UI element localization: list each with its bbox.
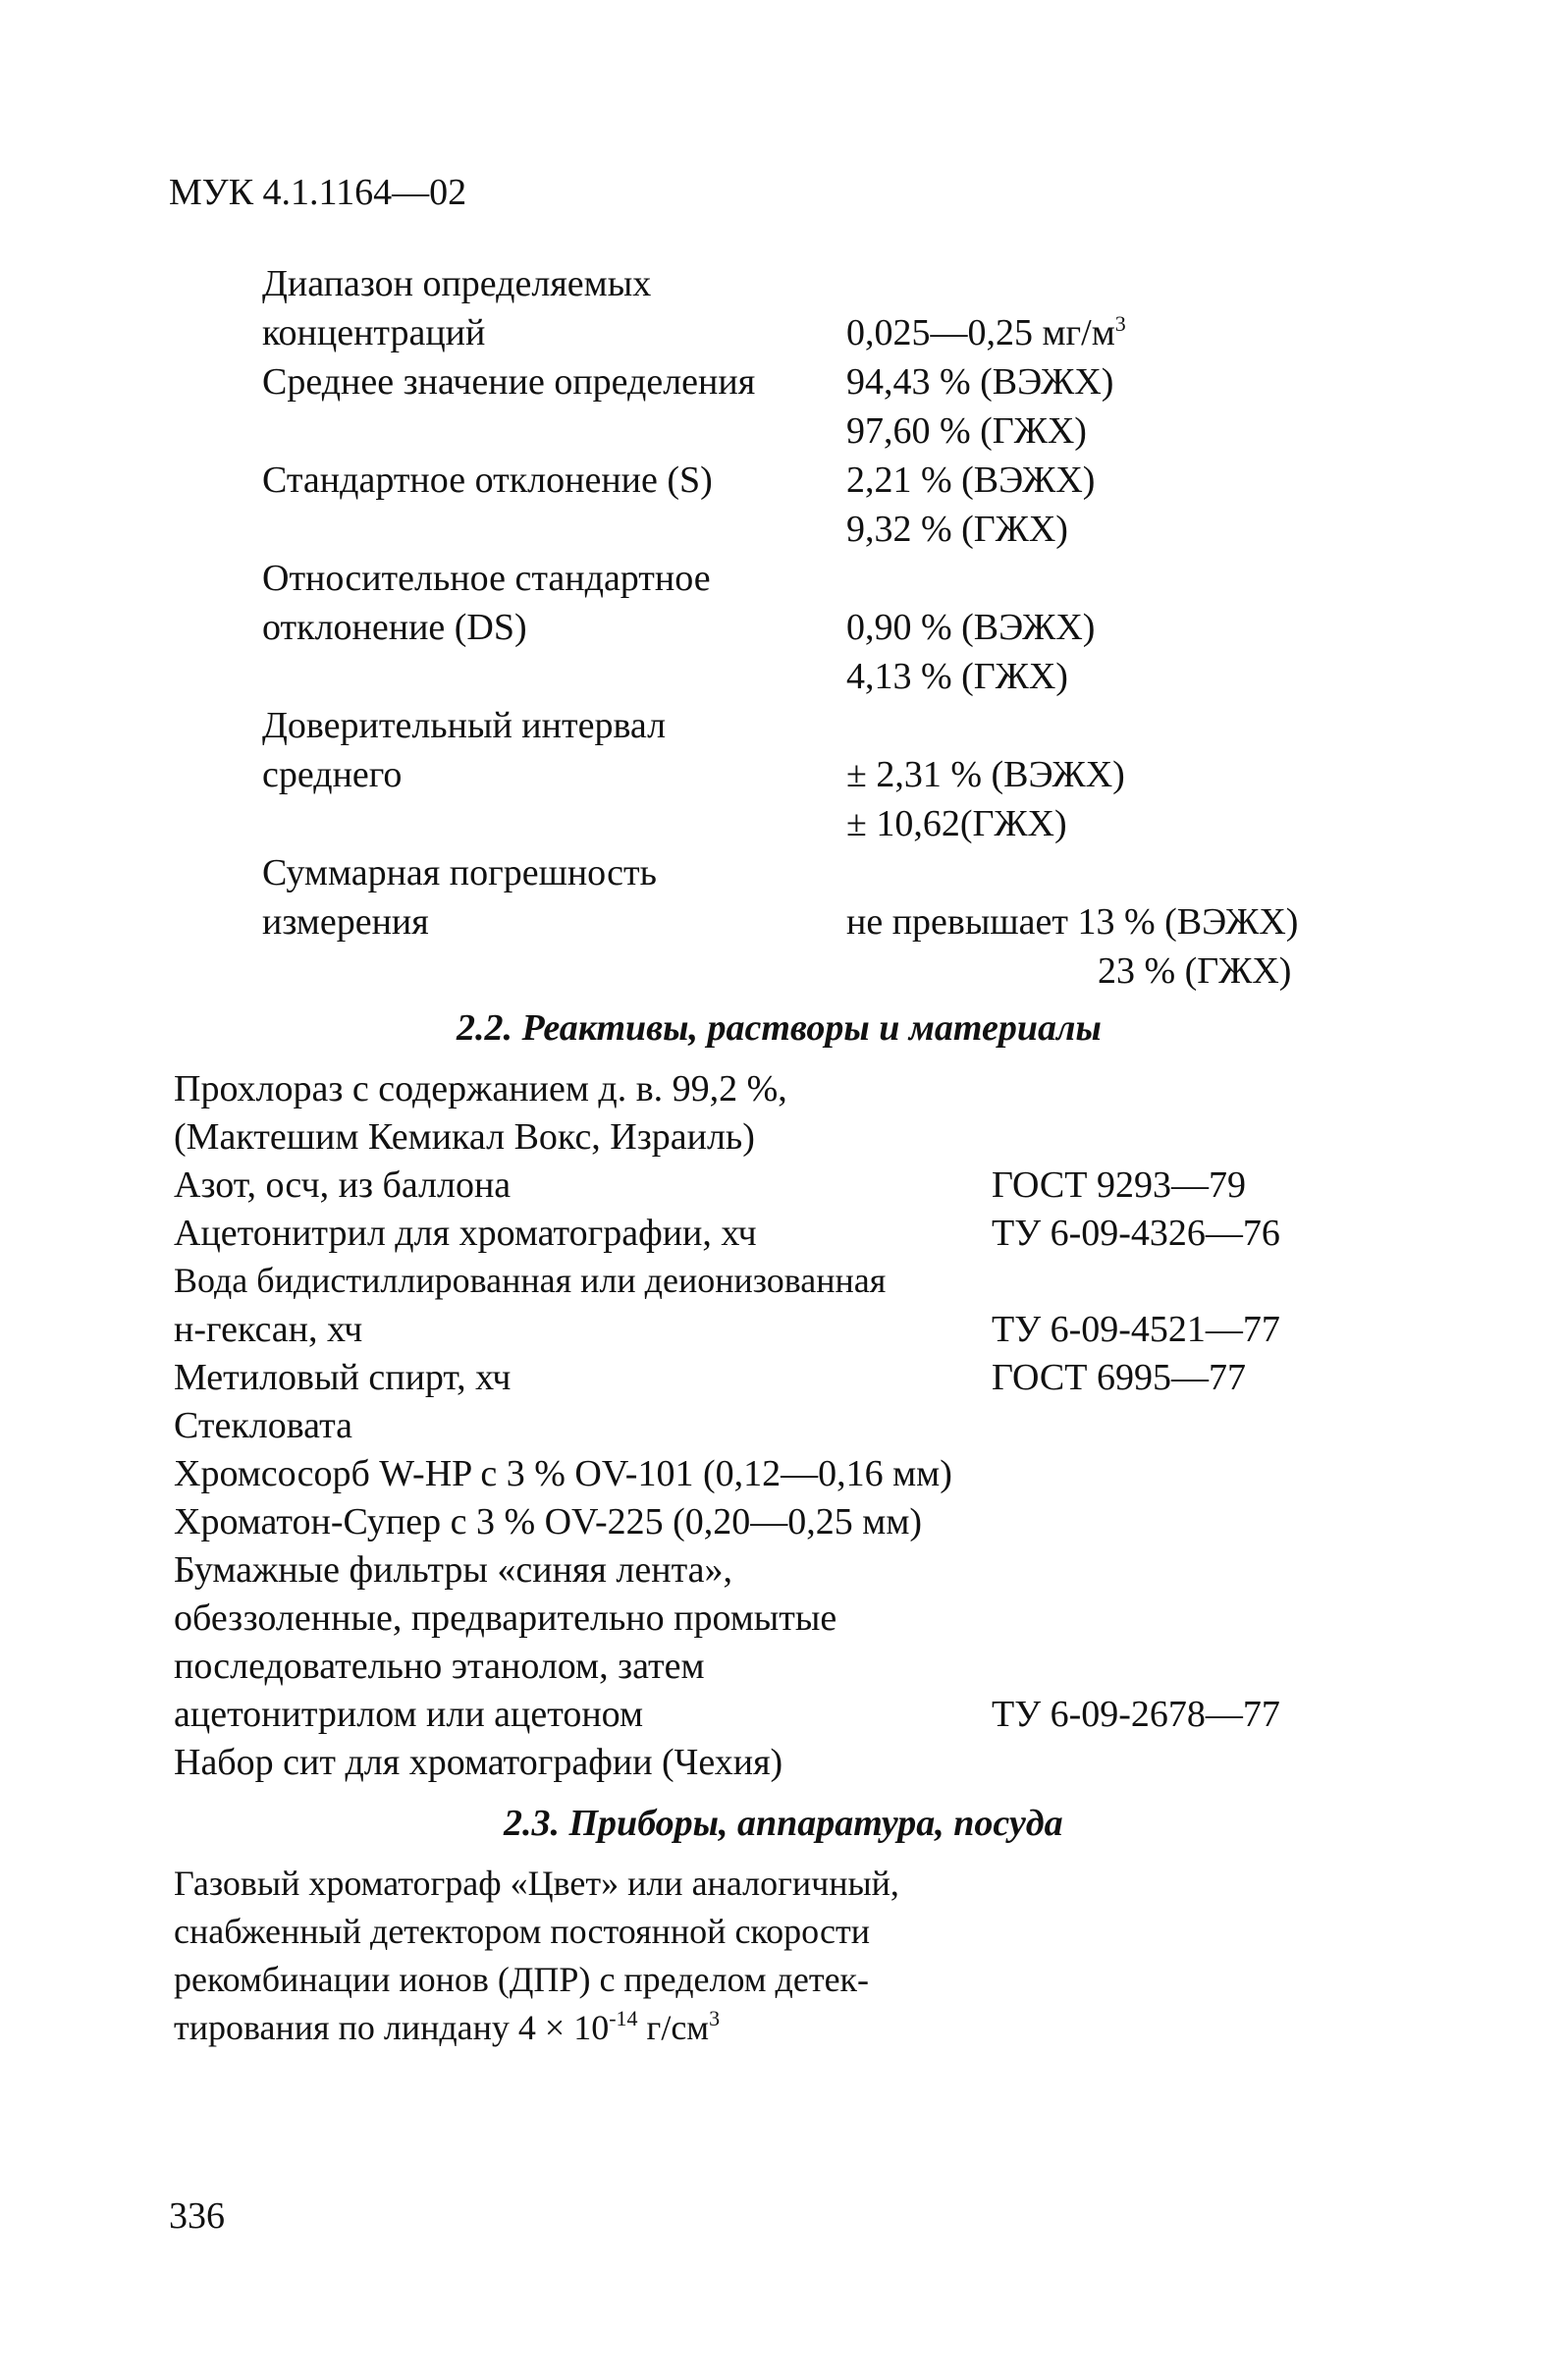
metric-label: среднего <box>262 754 403 795</box>
metric-label: измерения <box>262 901 429 943</box>
equipment-line: снабженный детектором постоянной скорости <box>174 1912 870 1951</box>
metric-value: 97,60 % (ГЖХ) <box>846 410 1087 452</box>
metric-label: концентраций <box>262 312 486 353</box>
metric-value: 4,13 % (ГЖХ) <box>846 656 1068 697</box>
metric-value: ± 10,62(ГЖХ) <box>846 803 1067 844</box>
reagent-standard: ТУ 6-09-2678—77 <box>992 1694 1280 1735</box>
metric-label: Суммарная погрешность <box>262 852 657 893</box>
reagent-name: Набор сит для хроматографии (Чехия) <box>174 1742 783 1783</box>
metric-label: Диапазон определяемых <box>262 263 652 304</box>
reagent-name: обеззоленные, предварительно промытые <box>174 1597 837 1639</box>
metric-value: ± 2,31 % (ВЭЖХ) <box>846 754 1125 795</box>
reagent-name: Вода бидистиллированная или деионизованная <box>174 1261 887 1300</box>
equipment-line: рекомбинации ионов (ДПР) с пределом детек- <box>174 1960 870 1999</box>
reagent-name: Прохлораз с содержанием д. в. 99,2 %, <box>174 1068 787 1109</box>
metric-value: 0,025—0,25 $мг/м^3$ <box>846 311 1126 353</box>
reagent-standard: ТУ 6-09-4326—76 <box>992 1213 1280 1254</box>
metric-value: 23 % (ГЖХ) <box>1098 950 1292 992</box>
metric-label: Среднее значение определения <box>262 361 756 403</box>
reagent-name: Бумажные фильтры «синяя лента», <box>174 1549 733 1591</box>
metric-value: не превышает 13 % (ВЭЖХ) <box>846 901 1299 943</box>
reagent-name: последовательно этанолом, затем <box>174 1646 705 1687</box>
reagent-name: н-гексан, хч <box>174 1309 363 1350</box>
reagent-name: Хромсосорб W-HP с 3 % OV-101 (0,12—0,16 мм) <box>174 1453 952 1494</box>
metric-label: Стандартное отклонение (S) <box>262 460 713 501</box>
section-heading-equipment: 2.3. Приборы, аппаратура, посуда <box>504 1803 1063 1844</box>
page-number: 336 <box>169 2195 225 2237</box>
reagent-name: (Мактешим Кемикал Вокс, Израиль) <box>174 1116 755 1158</box>
reagent-standard: ГОСТ 9293—79 <box>992 1164 1246 1206</box>
reagent-name: Метиловый спирт, хч <box>174 1357 512 1398</box>
metric-value: 2,21 % (ВЭЖХ) <box>846 460 1096 501</box>
equipment-line: тирования по линдану $4 \times 10^{-14}$ $г/см^3$ <box>174 2006 721 2047</box>
doc-code-header: МУК 4.1.1164—02 <box>169 172 467 213</box>
reagent-name: Стекловата <box>174 1405 353 1446</box>
metric-label: Относительное стандартное <box>262 558 711 599</box>
metric-label: отклонение (DS) <box>262 607 527 648</box>
reagent-standard: ТУ 6-09-4521—77 <box>992 1309 1280 1350</box>
metric-value: 9,32 % (ГЖХ) <box>846 509 1068 550</box>
reagent-name: Азот, осч, из баллона <box>174 1164 512 1206</box>
metric-value: 94,43 % (ВЭЖХ) <box>846 361 1114 403</box>
reagent-name: ацетонитрилом или ацетоном <box>174 1694 644 1735</box>
equipment-line: Газовый хроматограф «Цвет» или аналогичный, <box>174 1864 899 1903</box>
metric-value: 0,90 % (ВЭЖХ) <box>846 607 1096 648</box>
reagent-name: Хроматон-Супер с 3 % OV-225 (0,20—0,25 мм) <box>174 1501 923 1542</box>
reagent-name: Ацетонитрил для хроматографии, хч <box>174 1213 757 1254</box>
section-heading-reagents: 2.2. Реактивы, растворы и материалы <box>457 1007 1102 1049</box>
reagent-standard: ГОСТ 6995—77 <box>992 1357 1246 1398</box>
metric-label: Доверительный интервал <box>262 705 667 746</box>
